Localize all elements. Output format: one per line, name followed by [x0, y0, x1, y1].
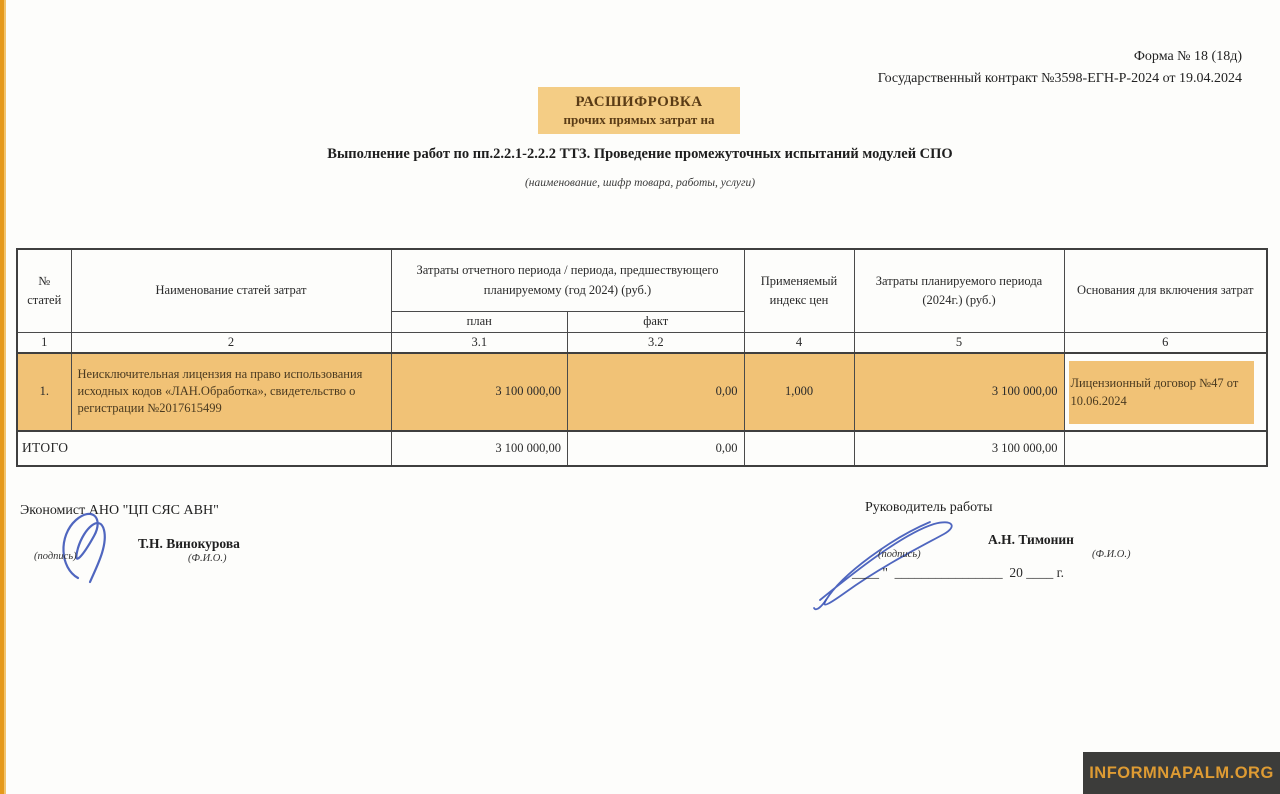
signature-scribble — [48, 508, 138, 586]
signature-scribble — [812, 508, 982, 613]
header-article-no: № статей — [17, 249, 71, 332]
form-header — [878, 46, 1242, 91]
cell-price-index: 1,000 — [744, 353, 854, 431]
cell-fact-amount: 0,00 — [568, 353, 745, 431]
signature-caption: (подпись) — [878, 549, 921, 560]
colnum-2: 2 — [71, 332, 391, 353]
scan-edge-stripe — [0, 0, 7, 794]
subject-note: (наименование, шифр товара, работы, услуги) — [524, 177, 756, 189]
column-number-row — [17, 332, 1267, 353]
colnum-6: 6 — [1064, 332, 1267, 353]
table-row — [17, 353, 1267, 431]
cell-plan-amount: 3 100 000,00 — [391, 353, 568, 431]
colnum-1: 1 — [17, 332, 71, 353]
economist-name: Т.Н. Винокурова — [138, 536, 240, 551]
contract-line: Государственный контракт №3598-ЕГН-Р-2024 от 19.04.2024 — [877, 71, 1242, 87]
subheader-fact: факт — [568, 311, 745, 332]
header-inclusion-basis: Основания для включения затрат — [1064, 249, 1267, 332]
cell-article-no: 1. — [17, 353, 71, 431]
signature-caption: (подпись) — [34, 551, 77, 562]
economist-role: Экономист АНО "ЦП СЯС АВН" — [20, 503, 219, 518]
total-row — [17, 431, 1267, 466]
cell-inclusion-basis — [1064, 353, 1267, 431]
work-manager-role: Руководитель работы — [865, 500, 993, 515]
total-fact-amount: 0,00 — [568, 431, 745, 466]
header-price-index: Применяемый индекс цен — [744, 249, 854, 332]
colnum-4: 4 — [744, 332, 854, 353]
colnum-3-1: 3.1 — [391, 332, 568, 353]
colnum-3-2: 3.2 — [568, 332, 745, 353]
work-manager-name: А.Н. Тимонин — [988, 532, 1074, 547]
fio-caption: (Ф.И.О.) — [188, 553, 227, 564]
table-header-row — [17, 249, 1267, 311]
total-price-index — [744, 431, 854, 466]
total-inclusion-basis — [1064, 431, 1267, 466]
subheader-plan: план — [391, 311, 568, 332]
total-label: ИТОГО — [17, 431, 391, 466]
colnum-5: 5 — [854, 332, 1064, 353]
basis-highlight: Лицензионный договор №47 от 10.06.2024 — [1069, 361, 1255, 424]
fio-caption: (Ф.И.О.) — [1092, 549, 1131, 560]
form-number: Форма № 18 (18д) — [1133, 49, 1242, 64]
watermark-text: INFORMNAPALM.ORG — [1089, 763, 1274, 782]
header-reporting-period: Затраты отчетного периода / периода, предшествующего планируемому (год 2024) (руб.) — [391, 249, 744, 311]
cost-breakdown-table — [16, 248, 1268, 467]
total-plan-amount: 3 100 000,00 — [391, 431, 568, 466]
total-planned-amount: 3 100 000,00 — [854, 431, 1064, 466]
informnapalm-watermark — [1083, 752, 1280, 794]
document-subtitle: прочих прямых затрат на — [563, 112, 715, 127]
cell-cost-item-name: Неисключительная лицензия на право использования исходных кодов «ЛАН.Обработка», свидетельство о регистрации №2017615499 — [71, 353, 391, 431]
cell-planned-amount: 3 100 000,00 — [854, 353, 1064, 431]
work-subject: Выполнение работ по пп.2.2.1-2.2.2 ТТЗ. Проведение промежуточных испытаний модулей СПО — [327, 146, 953, 162]
title-highlight-box — [538, 87, 740, 134]
document-title: РАСШИФРОВКА — [575, 94, 703, 110]
header-planned-period: Затраты планируемого периода (2024г.) (руб.) — [854, 249, 1064, 332]
header-cost-item-name: Наименование статей затрат — [71, 249, 391, 332]
date-blank-line: ____ " ________________ 20 ____ г. — [852, 565, 1065, 580]
